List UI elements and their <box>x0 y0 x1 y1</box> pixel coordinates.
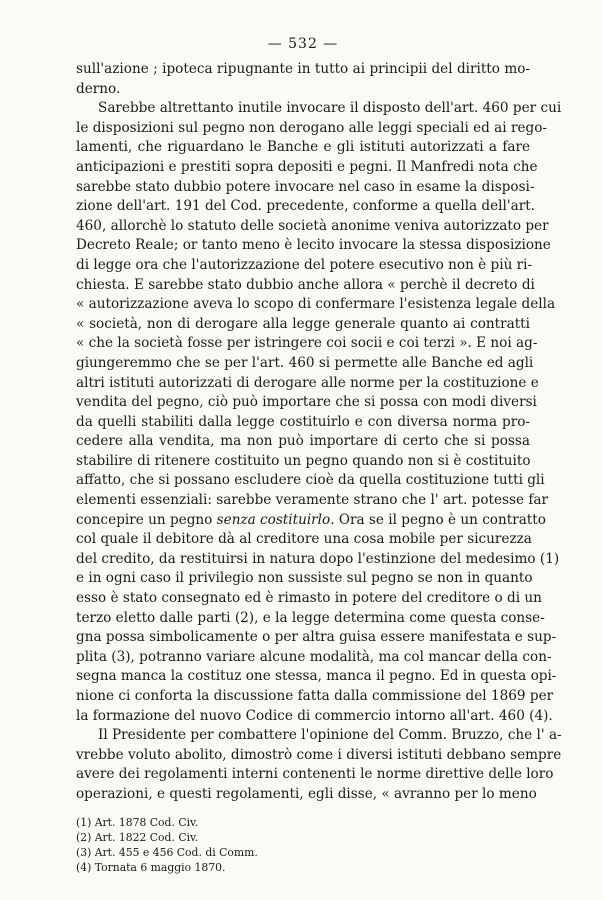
text-line: le disposizioni sul pegno non derogano alle leggi speciali ed ai rego- <box>76 119 547 136</box>
body-text <box>76 60 562 805</box>
page-number: — 532 — <box>267 36 339 52</box>
text-line: Decreto Reale; or tanto meno è lecito invocare la stessa disposizione <box>76 237 551 254</box>
text-line: sull'azione ; ipoteca ripugnante in tutto ai principii del diritto mo- <box>76 61 530 77</box>
text-line: concepire un pegno senza costituirlo. Ora se il pegno è un contratto <box>76 511 546 528</box>
text-line: altri istituti autorizzati di derogare alle norme per la costituzione e <box>76 374 539 391</box>
text-line: derno. <box>76 80 121 97</box>
text-line: esso è stato consegnato ed è rimasto in potere del creditore o di un <box>76 590 542 607</box>
footnote: (3) Art. 455 e 456 Cod. di Comm. <box>76 845 258 859</box>
text-line: gna possa simbolicamente o per altra guisa essere manifestata e sup- <box>76 629 557 646</box>
footnote: (4) Tornata 6 maggio 1870. <box>76 860 226 874</box>
text-line: chiesta. E sarebbe stato dubbio anche allora « perchè il decreto di <box>76 276 535 293</box>
text-line: di legge ora che l'autorizzazione del potere esecutivo non è più ri- <box>76 256 533 273</box>
text-line: « che la società fosse per istringere coi socii e coi terzi ». E noi ag- <box>76 335 538 352</box>
text-line: cedere alla vendita, ma non può importare di certo che si possa <box>76 433 530 450</box>
text-line: stabilire di ritenere costituito un pegno quando non si è costituito <box>76 452 531 469</box>
text-line: Il Presidente per combattere l'opinione del Comm. Bruzzo, che l' a- <box>98 727 562 744</box>
text-line: vendita del pegno, ciò può importare che si possa con modi diversi <box>76 394 537 411</box>
text-line: anticipazioni e prestiti sopra depositi e pegni. Il Manfredi nota che <box>76 158 538 175</box>
emphasis: senza costituirlo <box>216 511 331 528</box>
footnote: (2) Art. 1822 Cod. Civ. <box>76 830 199 844</box>
text-line: affatto, che si possano escludere cioè da quella costituzione tutti gli <box>76 472 545 489</box>
text-line: elementi essenziali: sarebbe veramente strano che l' art. potesse far <box>76 492 548 509</box>
text-line: del credito, da restituirsi in natura dopo l'estinzione del medesimo (1) <box>76 550 560 567</box>
text-line: Sarebbe altrettanto inutile invocare il disposto dell'art. 460 per cui <box>98 100 562 117</box>
text-line: « società, non di derogare alla legge generale quanto ai contratti <box>76 315 530 332</box>
text-line: e in ogni caso il privilegio non sussiste sul pegno se non in quanto <box>76 570 533 587</box>
text-line: segna manca la costituz one stessa, manca il pegno. Ed in questa opi- <box>76 668 557 685</box>
text-line: avere dei regolamenti interni contenenti le norme direttive delle loro <box>76 766 554 783</box>
text-line: lamenti, che riguardano le Banche e gli istituti autorizzati a fare <box>76 139 530 156</box>
document-page <box>76 36 562 875</box>
text-line: 460, allorchè lo statuto delle società anonime veniva autorizzato per <box>76 217 549 234</box>
text-line: zione dell'art. 191 del Cod. precedente, conforme a quella dell'art. <box>76 198 536 215</box>
footnotes <box>76 815 530 875</box>
text-line: da quelli stabiliti dalla legge costituirlo e con diversa norma pro- <box>76 413 530 430</box>
text-line: terzo eletto dalle parti (2), e la legge determina come questa conse- <box>76 609 545 626</box>
footnote: (1) Art. 1878 Cod. Civ. <box>76 815 199 829</box>
text-line: giungeremmo che se per l'art. 460 si permette alle Banche ed agli <box>76 354 534 371</box>
text-line: plita (3), potranno variare alcune modalità, ma col mancar della con- <box>76 648 552 665</box>
text-line: operazioni, e questi regolamenti, egli disse, « avranno per lo meno <box>76 785 537 802</box>
text-line: la formazione del nuovo Codice di commercio intorno all'art. 460 (4). <box>76 707 553 724</box>
text-line: « autorizzazione aveva lo scopo di confermare l'esistenza legale della <box>76 296 556 313</box>
text-line: sarebbe stato dubbio potere invocare nel caso in esame la disposi- <box>76 178 535 195</box>
text-line: col quale il debitore dà al creditore una cosa mobile per sicurezza <box>76 531 532 548</box>
text-line: vrebbe voluto abolito, dimostrò come i diversi istituti debbano sempre <box>76 746 562 763</box>
text-line: nione ci conforta la discussione fatta dalla commissione del 1869 per <box>76 688 554 704</box>
